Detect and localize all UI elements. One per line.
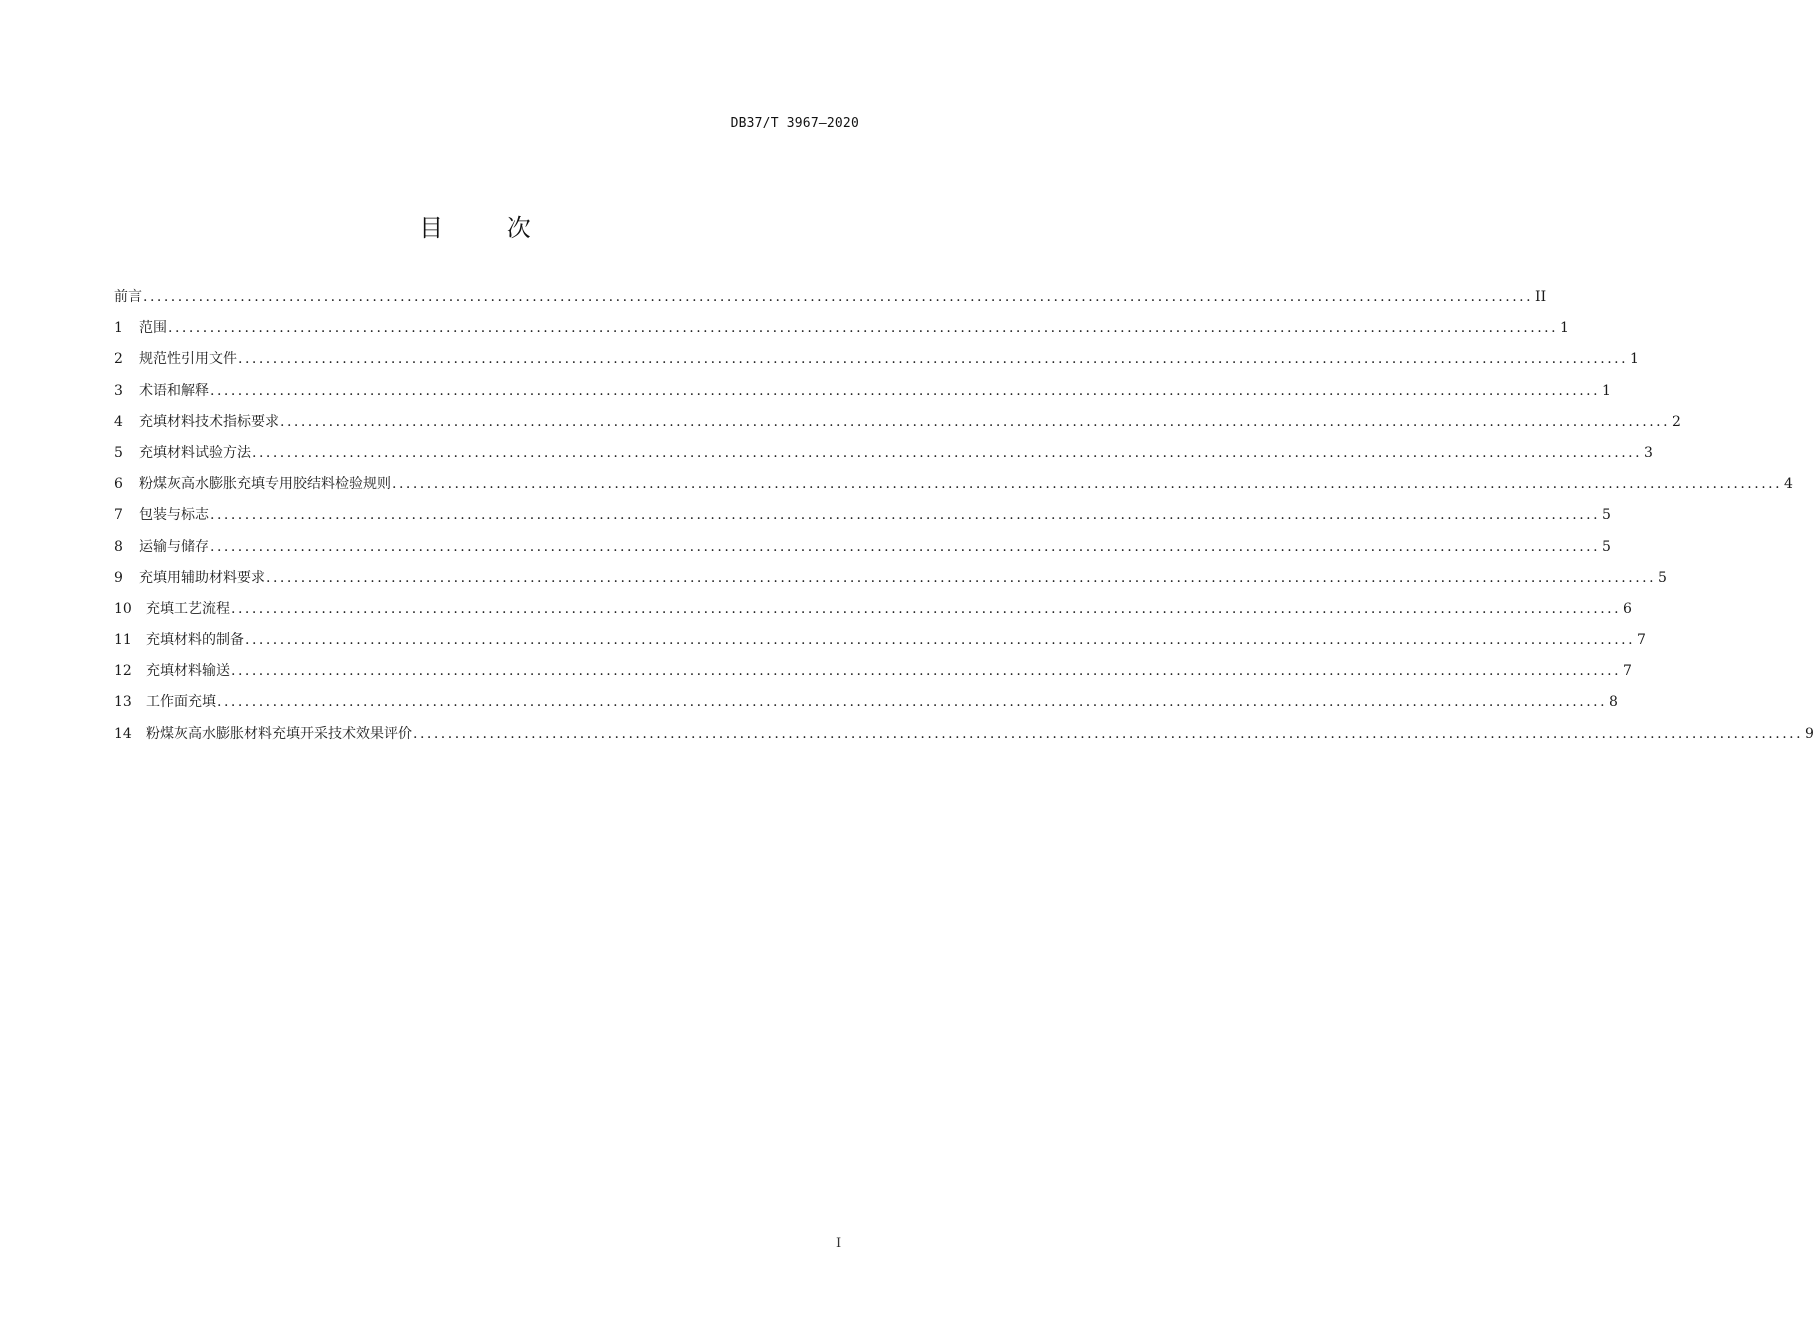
toc-entry-page: 7	[1623, 663, 1632, 680]
toc-leader-dots: ........................................................................................................................................................................................................	[210, 507, 1601, 524]
toc-entry-page: 1	[1602, 382, 1611, 399]
toc-entry-12[interactable]	[114, 661, 1632, 692]
toc-entry-9[interactable]	[114, 568, 1667, 599]
toc-entry-title: 工作面充填	[146, 694, 216, 711]
toc-leader-dots: ........................................................................................................................................................................................................	[210, 538, 1601, 555]
toc-entry-2[interactable]	[114, 349, 1639, 380]
toc-entry-title: 充填用辅助材料要求	[139, 569, 265, 586]
toc-entry-page: 5	[1602, 507, 1611, 524]
toc-entry-title: 术语和解释	[139, 382, 209, 399]
toc-entry-page: 5	[1658, 569, 1667, 586]
toc-entry-title: 范围	[139, 320, 167, 337]
toc-leader-dots: ........................................................................................................................................................................................................	[413, 725, 1804, 742]
toc-entry-title: 充填材料的制备	[146, 632, 244, 649]
toc-entry-page: 4	[1784, 476, 1793, 493]
toc-entry-number: 7	[114, 507, 123, 524]
toc-entry-title: 规范性引用文件	[139, 351, 237, 368]
toc-entry-foreword[interactable]	[114, 287, 1547, 318]
toc-leader-dots: ........................................................................................................................................................................................................	[266, 569, 1657, 586]
toc-title: 目 次	[419, 214, 559, 242]
toc-entry-title: 充填材料输送	[146, 663, 230, 680]
toc-entry-11[interactable]	[114, 630, 1646, 661]
toc-leader-dots: ........................................................................................................................................................................................................	[245, 632, 1636, 649]
toc-entry-5[interactable]	[114, 443, 1653, 474]
toc-entry-page: 8	[1609, 694, 1618, 711]
document-code: DB37/T 3967—2020	[730, 116, 859, 131]
toc-entry-title: 充填工艺流程	[146, 600, 230, 617]
toc-leader-dots: ........................................................................................................................................................................................................	[252, 444, 1643, 461]
toc-leader-dots: ........................................................................................................................................................................................................	[238, 351, 1629, 368]
toc-entry-number: 14	[114, 725, 132, 742]
toc-entry-1[interactable]	[114, 318, 1569, 349]
toc-leader-dots: ........................................................................................................................................................................................................	[143, 289, 1534, 305]
toc-entry-title: 运输与储存	[139, 538, 209, 555]
toc-entry-title: 包装与标志	[139, 507, 209, 524]
toc-entry-page: 1	[1630, 351, 1639, 368]
toc-entry-title: 充填材料试验方法	[139, 444, 251, 461]
toc-entry-title: 粉煤灰高水膨胀材料充填开采技术效果评价	[146, 725, 412, 742]
toc-leader-dots: ........................................................................................................................................................................................................	[231, 600, 1622, 617]
toc-entry-6[interactable]	[114, 474, 1793, 505]
toc-entry-number: 13	[114, 694, 132, 711]
toc-entry-number: 5	[114, 444, 123, 461]
toc-entry-13[interactable]	[114, 692, 1618, 723]
toc-entry-page: 2	[1672, 413, 1681, 430]
toc-entry-3[interactable]	[114, 381, 1611, 412]
toc-entry-8[interactable]	[114, 537, 1611, 568]
toc-entry-title: 粉煤灰高水膨胀充填专用胶结料检验规则	[139, 476, 391, 493]
toc-entry-title: 前言	[114, 289, 142, 305]
toc-entry-number: 11	[114, 632, 132, 649]
toc-leader-dots: ........................................................................................................................................................................................................	[217, 694, 1608, 711]
toc-entry-number: 3	[114, 382, 123, 399]
toc-entry-number: 1	[114, 320, 123, 337]
toc-entry-10[interactable]	[114, 599, 1632, 630]
toc-leader-dots: ........................................................................................................................................................................................................	[168, 320, 1559, 337]
toc-entry-number: 6	[114, 476, 123, 493]
toc-entry-number: 8	[114, 538, 123, 555]
toc-entry-title: 充填材料技术指标要求	[139, 413, 279, 430]
toc-entry-number: 4	[114, 413, 123, 430]
toc-entry-7[interactable]	[114, 505, 1611, 536]
toc-entry-14[interactable]	[114, 724, 1814, 755]
table-of-contents	[114, 287, 1814, 755]
toc-entry-page: 3	[1644, 444, 1653, 461]
toc-entry-page: 5	[1602, 538, 1611, 555]
toc-entry-number: 2	[114, 351, 123, 368]
toc-entry-page: 1	[1560, 320, 1569, 337]
toc-entry-number: 12	[114, 663, 132, 680]
toc-entry-page: 9	[1805, 725, 1814, 742]
toc-leader-dots: ........................................................................................................................................................................................................	[231, 663, 1622, 680]
toc-entry-page: II	[1535, 289, 1547, 305]
toc-entry-number: 10	[114, 600, 132, 617]
page-number: I	[836, 1236, 842, 1251]
toc-entry-number: 9	[114, 569, 123, 586]
toc-leader-dots: ........................................................................................................................................................................................................	[210, 382, 1601, 399]
toc-entry-page: 7	[1637, 632, 1646, 649]
toc-leader-dots: ........................................................................................................................................................................................................	[280, 413, 1671, 430]
toc-entry-4[interactable]	[114, 412, 1681, 443]
toc-leader-dots: ........................................................................................................................................................................................................	[392, 476, 1783, 493]
toc-entry-page: 6	[1623, 600, 1632, 617]
